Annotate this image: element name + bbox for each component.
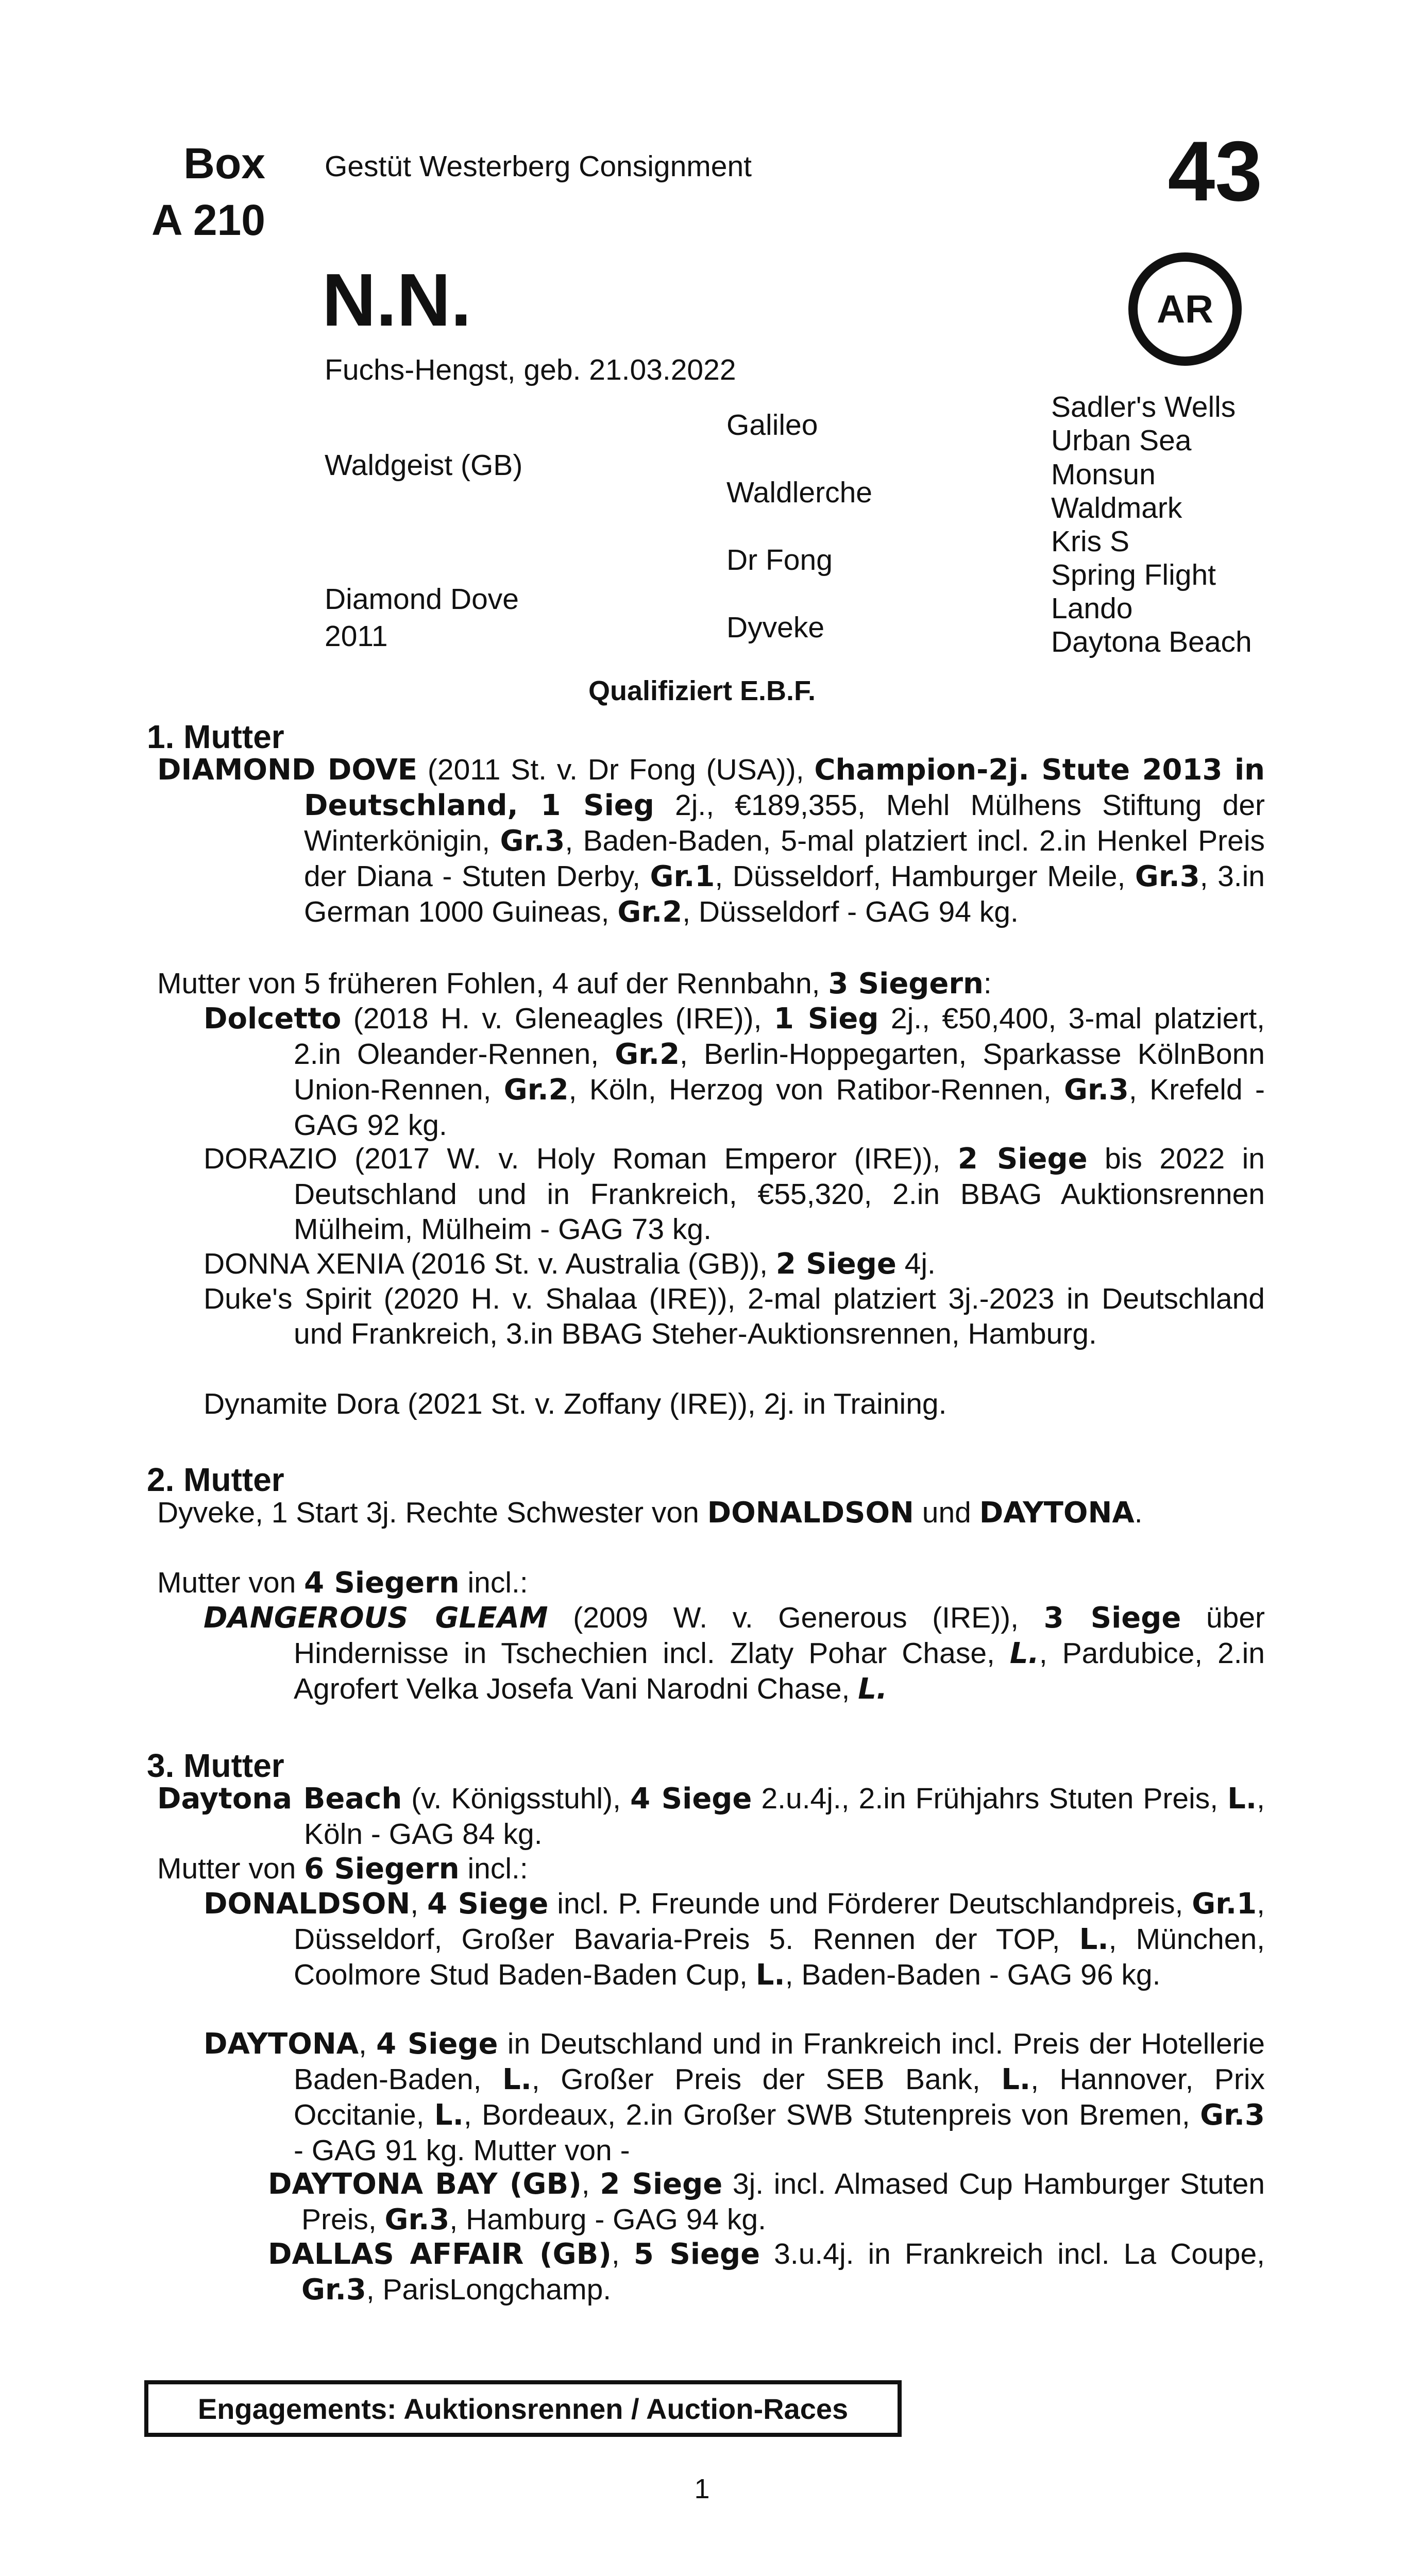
foal-dolcetto: Dolcetto (2018 H. v. Gleneagles (IRE)), 1 Sieg 2j., €50,400, 3-mal platziert, 2.in Oleander-Rennen, Gr.2, Berlin-Hoppegarten, Sparkasse KölnBonn Union-Rennen, Gr.2, Köln, Herzog von Ratibor-Rennen, Gr.3, Krefeld - GAG 92 kg. (204, 1002, 1265, 1142)
foal-dorazio: DORAZIO (2017 W. v. Holy Roman Emperor (IRE)), 2 Siege bis 2022 in Deutschland und in Frankreich, €55,320, 2.in BBAG Auktionsrennen Mülheim, Mülheim - GAG 73 kg. (204, 1142, 1265, 1246)
pedigree-dam: Diamond Dove (325, 583, 519, 616)
pedigree-g3-1: Sadler's Wells (1051, 391, 1236, 423)
mutter2-produce-intro: Mutter von 4 Siegern incl.: (157, 1566, 528, 1600)
foal-dallas-affair: DALLAS AFFAIR (GB), 5 Siege 3.u.4j. in Frankreich incl. La Coupe, Gr.3, ParisLongchamp. (268, 2238, 1265, 2307)
horse-description: Fuchs-Hengst, geb. 21.03.2022 (325, 353, 736, 386)
mutter3-daytona-beach: Daytona Beach (v. Königsstuhl), 4 Siege 2.u.4j., 2.in Frühjahrs Stuten Preis, L., Köln - GAG 84 kg. (157, 1782, 1265, 1851)
foal-donna-xenia: DONNA XENIA (2016 St. v. Australia (GB)), 2 Siege 4j. (204, 1247, 936, 1281)
foal-dynamite-dora: Dynamite Dora (2021 St. v. Zoffany (IRE)), 2j. in Training. (204, 1387, 947, 1420)
pedigree-g3-4: Waldmark (1051, 492, 1182, 524)
consignor: Gestüt Westerberg Consignment (325, 150, 752, 183)
foal-daytona: DAYTONA, 4 Siege in Deutschland und in Frankreich incl. Preis der Hotellerie Baden-Baden, L., Großer Preis der SEB Bank, L., Hannover, Prix Occitanie, L., Bordeaux, 2.in Großer SWB Stutenpreis von Bremen, Gr.3 - GAG 91 kg. Mutter von - (204, 2027, 1265, 2167)
engagements-box (144, 2380, 902, 2437)
pedigree-g3-5: Kris S (1051, 525, 1130, 558)
mutter2-dyveke: Dyveke, 1 Start 3j. Rechte Schwester von DONALDSON und DAYTONA. (157, 1496, 1143, 1530)
mutter1-produce-intro: Mutter von 5 früheren Fohlen, 4 auf der Rennbahn, 3 Siegern: (157, 967, 992, 1001)
pedigree-g3-3: Monsun (1051, 458, 1156, 491)
ar-badge (1128, 252, 1242, 366)
pedigree-sire-dam: Waldlerche (726, 476, 872, 509)
page-number: 1 (694, 2473, 710, 2504)
foal-daytona-bay: DAYTONA BAY (GB), 2 Siege 3j. incl. Almased Cup Hamburger Stuten Preis, Gr.3, Hamburg - GAG 94 kg. (268, 2167, 1265, 2236)
pedigree-sire-sire: Galileo (726, 409, 818, 442)
pedigree-g3-2: Urban Sea (1051, 424, 1192, 457)
mutter1-dam-entry: DIAMOND DOVE (2011 St. v. Dr Fong (USA)), Champion-2j. Stute 2013 in Deutschland, 1 Sieg 2j., €189,355, Mehl Mülhens Stiftung der Winterkönigin, Gr.3, Baden-Baden, 5-mal platziert incl. 2.in Henkel Preis der Diana - Stuten Derby, Gr.1, Düsseldorf, Hamburger Meile, Gr.3, 3.in German 1000 Guineas, Gr.2, Düsseldorf - GAG 94 kg. (157, 753, 1265, 929)
foal-dangerous-gleam: DANGEROUS GLEAM (2009 W. v. Generous (IRE)), 3 Siege über Hindernisse in Tschechien incl. Zlaty Pohar Chase, L., Pardubice, 2.in Agrofert Velka Josefa Vani Narodni Chase, L. (204, 1601, 1265, 1706)
ar-badge-text: AR (1157, 287, 1213, 331)
foal-donaldson: DONALDSON, 4 Siege incl. P. Freunde und Förderer Deutschlandpreis, Gr.1, Düsseldorf, Großer Bavaria-Preis 5. Rennen der TOP, L., München, Coolmore Stud Baden-Baden Cup, L., Baden-Baden - GAG 96 kg. (204, 1887, 1265, 1992)
section-title-mutter1: 1. Mutter (147, 718, 284, 755)
pedigree-sire: Waldgeist (GB) (325, 449, 523, 482)
section-title-mutter2: 2. Mutter (147, 1461, 284, 1498)
pedigree-g3-8: Daytona Beach (1051, 625, 1252, 658)
pedigree-dam-sire: Dr Fong (726, 544, 833, 577)
horse-name: N.N. (322, 258, 471, 342)
foal-dukes-spirit: Duke's Spirit (2020 H. v. Shalaa (IRE)), 2-mal platziert 3j.-2023 in Deutschland und Frankreich, 3.in BBAG Steher-Auktionsrennen, Hamburg. (204, 1282, 1265, 1350)
pedigree-g3-6: Spring Flight (1051, 558, 1216, 591)
box-label-line1: Box (183, 139, 265, 188)
box-label-line2: A 210 (151, 196, 265, 244)
pedigree-dam-year: 2011 (325, 620, 388, 653)
mutter3-produce-intro: Mutter von 6 Siegern incl.: (157, 1852, 528, 1886)
pedigree-dam-dam: Dyveke (726, 611, 825, 644)
section-title-mutter3: 3. Mutter (147, 1747, 284, 1784)
qualified-ebf: Qualifiziert E.B.F. (588, 675, 816, 706)
pedigree-g3-7: Lando (1051, 592, 1133, 625)
engagements-text: Engagements: Auktionsrennen / Auction-Races (197, 2392, 849, 2425)
lot-number: 43 (1168, 124, 1262, 218)
